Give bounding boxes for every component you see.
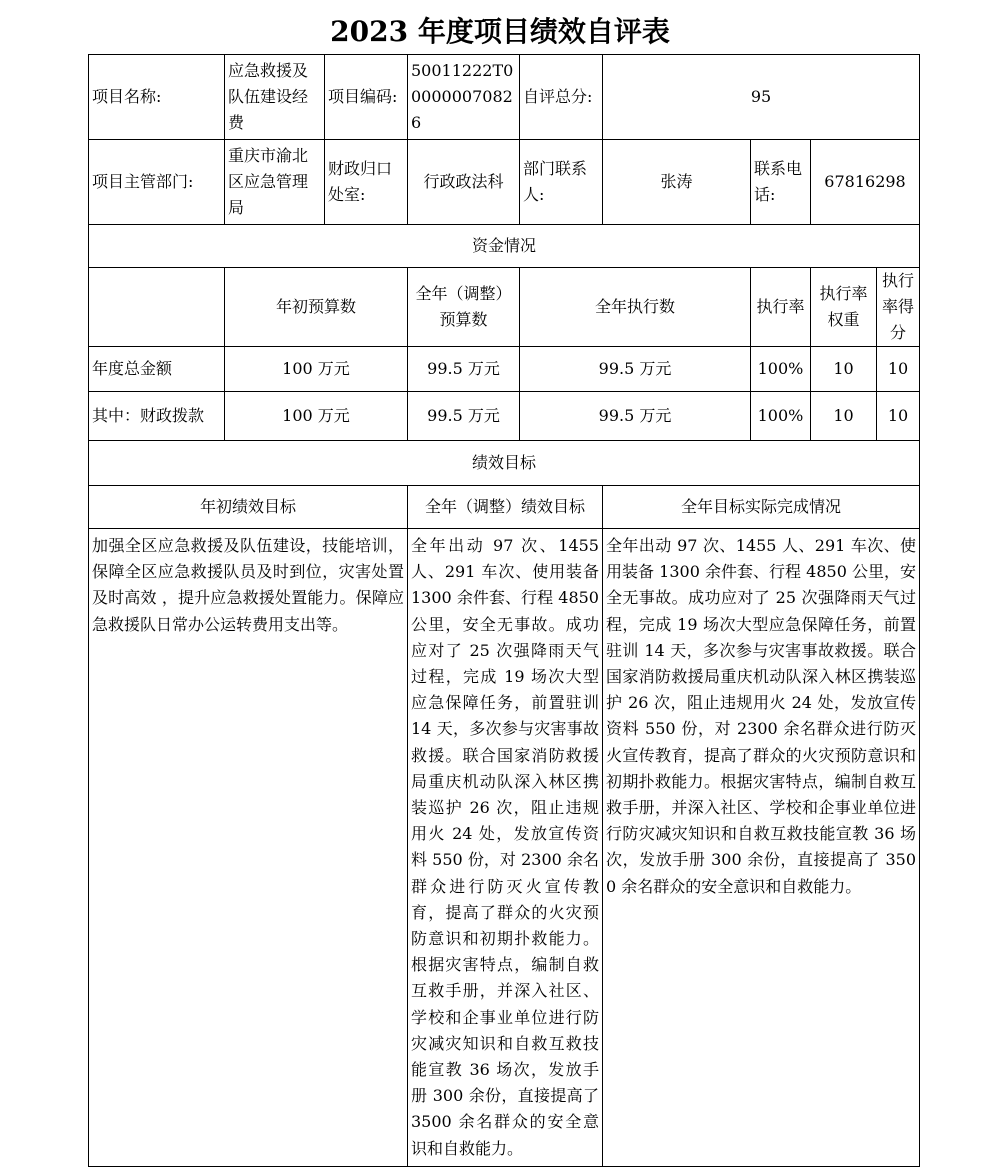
contact-value: 张涛 [603, 140, 751, 225]
funds-header-rate: 执行率 [751, 268, 811, 347]
goals-content-row [89, 529, 920, 1167]
funds-cell-adjusted: 99.5 万元 [408, 392, 520, 441]
funds-section-row [89, 225, 920, 268]
goals-header-initial: 年初绩效目标 [89, 486, 408, 529]
funds-header-initial: 年初预算数 [225, 268, 408, 347]
funds-cell-rate: 100% [751, 347, 811, 392]
project-code-label: 项目编码: [325, 55, 408, 140]
goals-section-row [89, 441, 920, 486]
goals-section-title: 绩效目标 [89, 441, 920, 486]
contact-label: 部门联系人: [520, 140, 603, 225]
funds-row-total [89, 347, 920, 392]
funds-cell-initial: 100 万元 [225, 347, 408, 392]
funds-row-label: 其中：财政拨款 [89, 392, 225, 441]
goals-adjusted-text: 全年出动 97 次、1455 人、291 车次、使用装备 1300 余件套、行程 4850 公里，安全无事故。成功应对了 25 次强降雨天气过程，完成 19 场次大型应急保障任务，前置驻训 14 天，多次参与灾害事故救援。联合国家消防救援局重庆机动队深入林区携装巡护 26 次，阻止违规用火 24 处，发放宣传资料 550 份，对 2300 余名群众进行防灭火宣传教育，提高了群众的火灾预防意识和初期扑救能力。根据灾害特点，编制自救互救手册，并深入社区、学校和企事业单位进行防灾减灾知识和自救互救技能宣教 36 场次，发放手册 300 余份，直接提高了 3500 余名群众的安全意识和自救能力。 [408, 529, 603, 1167]
project-name-value: 应急救援及队伍建设经费 [225, 55, 325, 140]
dept-label: 项目主管部门: [89, 140, 225, 225]
goals-actual-text: 全年出动 97 次、1455 人、291 车次、使用装备 1300 余件套、行程 4850 公里，安全无事故。成功应对了 25 次强降雨天气过程，完成 19 场次大型应急保障任务，前置驻训 14 天，多次参与灾害事故救援。联合国家消防救援局重庆机动队深入林区携装巡护 26 次，阻止违规用火 24 处，发放宣传资料 550 份，对 2300 余名群众进行防灭火宣传教育，提高了群众的火灾预防意识和初期扑救能力。根据灾害特点，编制自救互救手册，并深入社区、学校和企事业单位进行防灾减灾知识和自救互救技能宣教 36 场次，发放手册 300 余份，直接提高了 3500 余名群众的安全意识和自救能力。 [603, 529, 920, 1167]
funds-header-executed: 全年执行数 [520, 268, 751, 347]
goals-header-actual: 全年目标实际完成情况 [603, 486, 920, 529]
phone-label: 联系电话: [751, 140, 811, 225]
finance-office-label: 财政归口处室: [325, 140, 408, 225]
funds-cell-initial: 100 万元 [225, 392, 408, 441]
funds-cell-score: 10 [877, 392, 920, 441]
dept-info-row [89, 140, 920, 225]
funds-cell-score: 10 [877, 347, 920, 392]
dept-value: 重庆市渝北区应急管理局 [225, 140, 325, 225]
funds-header-empty [89, 268, 225, 347]
project-code-value: 50011222T000000070826 [408, 55, 520, 140]
page-title: 2023 年度项目绩效自评表 [330, 15, 670, 48]
evaluation-table [88, 54, 920, 1167]
funds-cell-adjusted: 99.5 万元 [408, 347, 520, 392]
funds-row-fiscal [89, 392, 920, 441]
self-score-label: 自评总分: [520, 55, 603, 140]
funds-row-label: 年度总金额 [89, 347, 225, 392]
funds-cell-executed: 99.5 万元 [520, 347, 751, 392]
project-info-row [89, 55, 920, 140]
phone-value: 67816298 [811, 140, 920, 225]
funds-header-score: 执行率得分 [877, 268, 920, 347]
goals-header-row [89, 486, 920, 529]
funds-header-row [89, 268, 920, 347]
self-score-value: 95 [603, 55, 920, 140]
finance-office-value: 行政政法科 [408, 140, 520, 225]
goals-initial-text: 加强全区应急救援及队伍建设，技能培训，保障全区应急救援队员及时到位，灾害处置及时高效 ，提升应急救援处置能力。保障应急救援队日常办公运转费用支出等。 [89, 529, 408, 1167]
funds-cell-rate: 100% [751, 392, 811, 441]
funds-header-adjusted: 全年（调整）预算数 [408, 268, 520, 347]
funds-section-title: 资金情况 [89, 225, 920, 268]
funds-cell-weight: 10 [811, 392, 877, 441]
funds-cell-weight: 10 [811, 347, 877, 392]
funds-cell-executed: 99.5 万元 [520, 392, 751, 441]
funds-header-weight: 执行率权重 [811, 268, 877, 347]
goals-header-adjusted: 全年（调整）绩效目标 [408, 486, 603, 529]
project-name-label: 项目名称: [89, 55, 225, 140]
